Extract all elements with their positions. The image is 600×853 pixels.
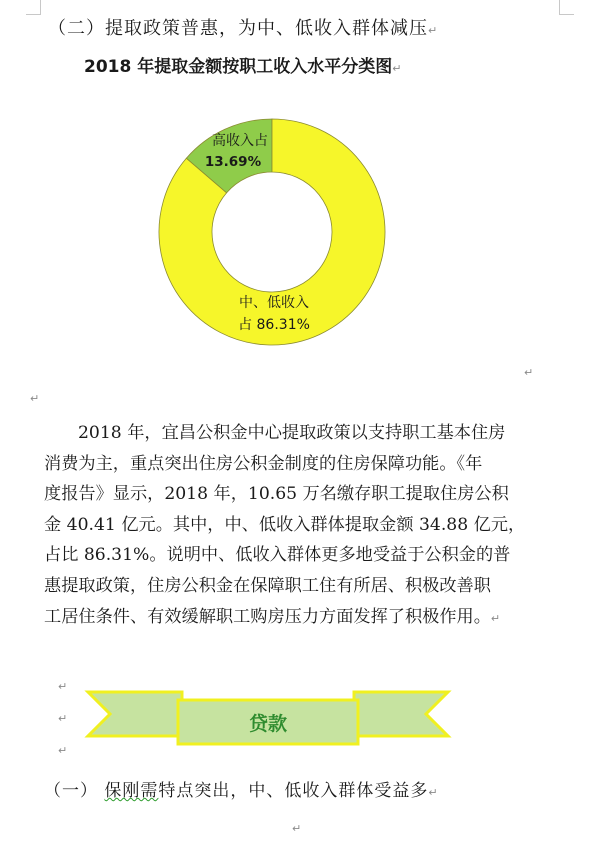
paragraph-line: 工居住条件、有效缓解职工购房压力方面发挥了积极作用。↵ [44,606,501,627]
paragraph-mark: ↵ [58,680,68,693]
paragraph-line: 度报告》显示，2018 年，10.65 万名缴存职工提取住房公积 [44,484,509,505]
paragraph-line: 占比 86.31%。说明中、低收入群体更多地受益于公积金的普 [44,545,511,566]
paragraph-mark: ↵ [58,712,68,725]
paragraph-mark: ↵ [524,366,534,379]
paragraph-mark: ↵ [428,24,439,37]
paragraph-mark: ↵ [392,62,402,75]
paragraph-line: 惠提取政策，住房公积金在保障职工住有所居、积极改善职 [44,575,491,596]
spellcheck-underlined-text: 保刚需 [104,781,159,801]
paragraph-mark: ↵ [30,392,40,405]
chart-title: 2018 年提取金额按职工收入水平分类图↵ [84,57,402,77]
label-low-income-name: 中、低收入 [239,295,309,311]
banner-label: 贷款 [248,712,287,735]
paragraph-line: 金 40.41 亿元。其中，中、低收入群体提取金额 34.88 亿元， [44,514,526,535]
ribbon-left-tail [88,692,182,736]
section-heading: （二）提取政策普惠，为中、低收入群体减压↵ [48,18,439,39]
paragraph-line: 消费为主，重点突出住房公积金制度的住房保障功能。《年 [44,453,483,474]
paragraph-line: 2018 年，宜昌公积金中心提取政策以支持职工基本住房 [78,423,506,443]
label-high-income-value: 13.69% [204,154,262,170]
ribbon-right-tail [354,692,448,736]
label-high-income-name: 高收入占 [212,133,268,149]
label-low-income-value: 占 86.31% [238,317,310,333]
body-paragraph [44,418,564,632]
paragraph-mark: ↵ [428,786,439,799]
paragraph-mark: ↵ [58,744,68,757]
subheading: （一） 保刚需特点突出，中、低收入群体受益多↵ [44,781,439,801]
paragraph-mark: ↵ [490,611,501,625]
paragraph-mark: ↵ [292,822,302,835]
